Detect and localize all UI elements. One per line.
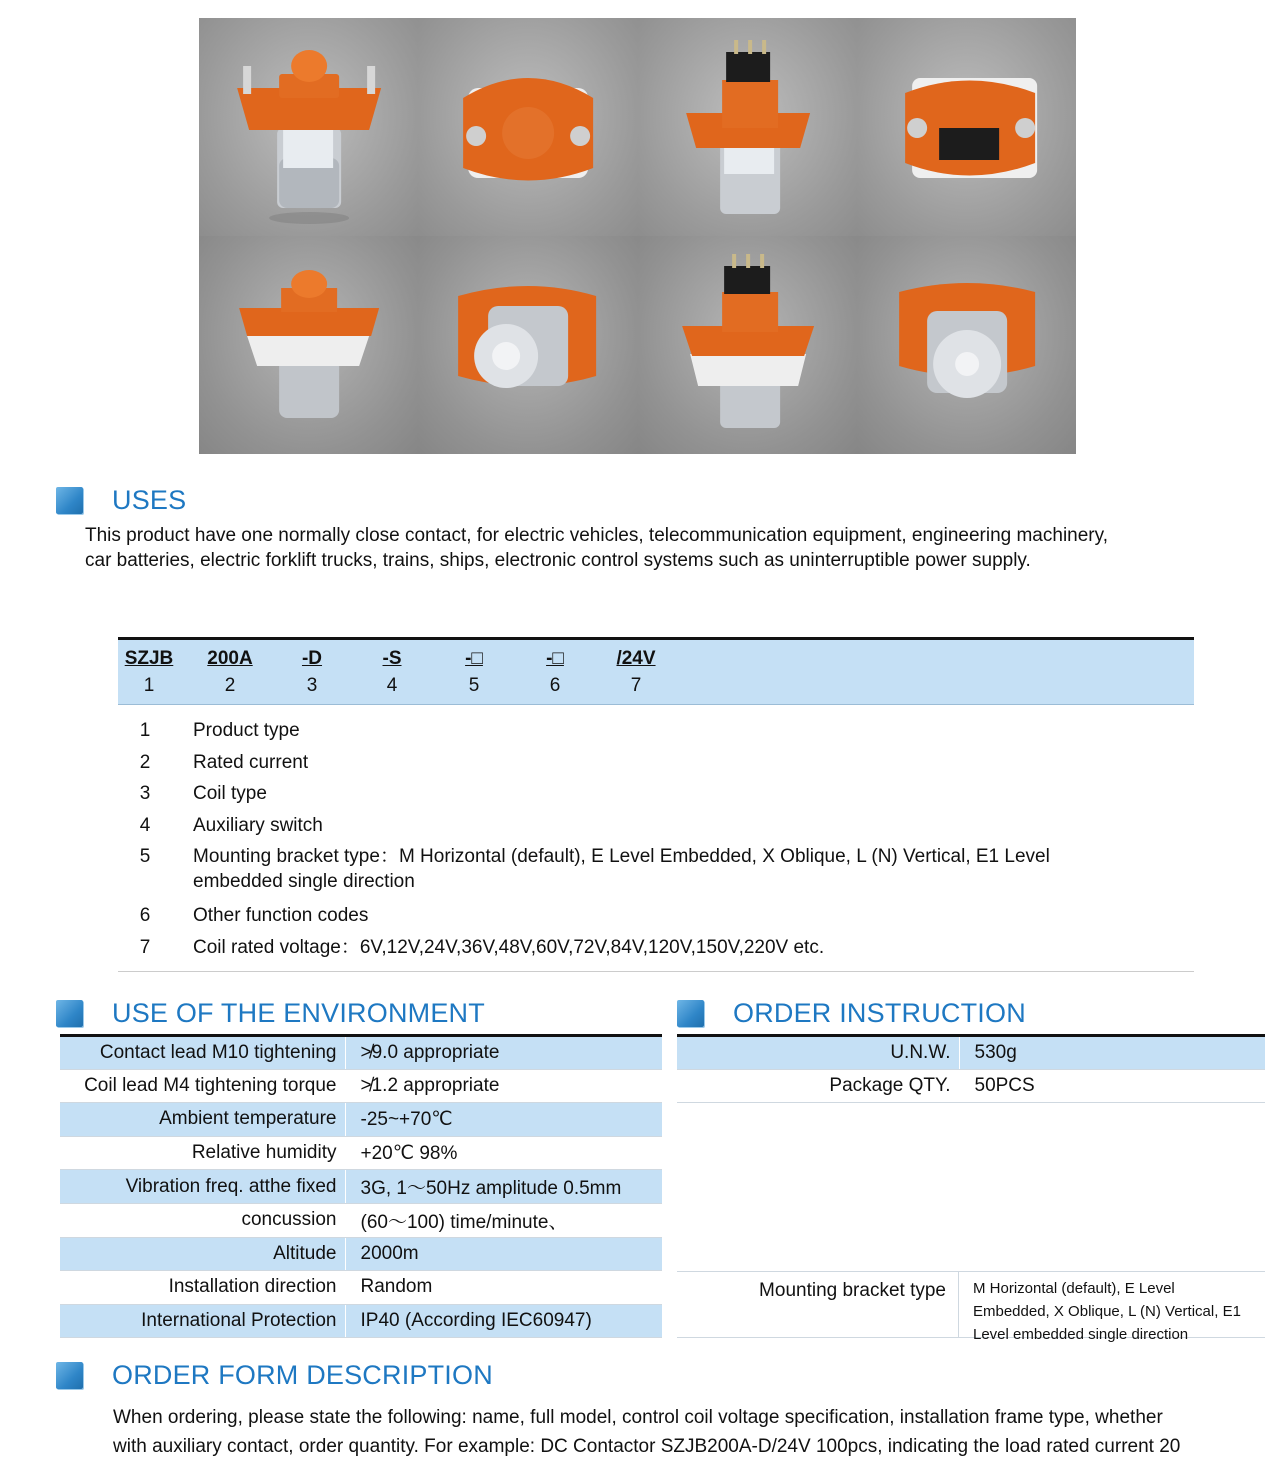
model-code: SZJB	[124, 648, 174, 669]
uses-text-line-1: This product have one normally close contact, for electric vehicles, telecommunication equipment, engineering machinery,	[85, 525, 1108, 546]
table-row	[60, 1304, 662, 1338]
model-code-number: 4	[386, 675, 398, 696]
environment-heading	[56, 998, 485, 1029]
env-label: Coil lead M4 tightening torque	[60, 1069, 345, 1103]
legend-text: Product type	[193, 720, 300, 741]
model-code-number: 3	[306, 675, 318, 696]
model-code-bar	[118, 637, 1194, 705]
model-code: 200A	[207, 648, 253, 669]
model-code: -□	[465, 648, 483, 669]
table-row	[60, 1036, 662, 1070]
legend-number: 2	[139, 751, 151, 773]
env-value: -25~+70℃	[345, 1103, 662, 1137]
legend-row	[118, 935, 1194, 960]
legend-text-line-2: embedded single direction	[193, 871, 415, 893]
model-code: -□	[546, 648, 564, 669]
model-code-item	[362, 648, 422, 697]
env-value: IP40 (According IEC60947)	[345, 1304, 662, 1338]
model-code-number: 1	[143, 675, 155, 696]
table-row	[60, 1203, 662, 1237]
environment-table	[60, 1034, 662, 1338]
contactor-photo-3	[638, 18, 857, 236]
env-label: Vibration freq. atthe fixed	[60, 1170, 345, 1204]
uses-heading	[56, 485, 186, 516]
mounting-bracket-value-line-2: Embedded, X Oblique, L (N) Vertical, E1	[973, 1303, 1241, 1320]
legend-text-line-1: Mounting bracket type：M Horizontal (default), E Level Embedded, X Oblique, L (N) Vertical, E1 Level	[193, 846, 1050, 868]
legend-row	[118, 813, 1194, 838]
section-square-icon	[677, 1000, 704, 1027]
model-code-item	[200, 648, 260, 697]
order-heading	[677, 998, 1026, 1029]
contactor-photo-6	[418, 236, 637, 454]
contactor-photo-2	[418, 18, 637, 236]
mounting-bracket-row	[677, 1271, 1265, 1343]
table-row	[60, 1069, 662, 1103]
contactor-photo-7	[638, 236, 857, 454]
env-value: ≯1.2 appropriate	[345, 1069, 662, 1103]
env-value: Random	[345, 1271, 662, 1305]
order-title: ORDER INSTRUCTION	[733, 998, 1026, 1028]
model-code-item	[119, 648, 179, 697]
contactor-photo-5	[199, 236, 418, 454]
order-form-text-line-1: When ordering, please state the following: name, full model, control coil voltage specification, installation frame type, whether	[113, 1407, 1163, 1428]
model-code: -D	[301, 648, 323, 669]
order-table	[677, 1034, 1265, 1103]
product-photo-grid	[199, 18, 1076, 454]
environment-title: USE OF THE ENVIRONMENT	[112, 998, 485, 1028]
env-value: 3G, 1～50Hz amplitude 0.5mm	[345, 1170, 662, 1204]
table-row	[60, 1237, 662, 1271]
order-value: 50PCS	[959, 1069, 1265, 1103]
env-value: +20℃ 98%	[345, 1136, 662, 1170]
legend-number: 1	[139, 720, 151, 741]
model-code-item	[525, 648, 585, 697]
table-row	[677, 1069, 1265, 1103]
env-value: 2000m	[345, 1237, 662, 1271]
mounting-bracket-label: Mounting bracket type	[677, 1272, 959, 1337]
table-row	[60, 1170, 662, 1204]
env-label: International Protection	[60, 1304, 345, 1338]
legend-text: Auxiliary switch	[193, 814, 323, 836]
legend-text: Other function codes	[193, 905, 369, 927]
model-code-number: 5	[468, 675, 480, 696]
model-code: /24V	[616, 648, 656, 669]
contactor-photo-4	[857, 18, 1076, 236]
env-label: Ambient temperature	[60, 1103, 345, 1137]
legend-text: Rated current	[193, 751, 309, 773]
mounting-bracket-value	[959, 1272, 1265, 1343]
legend-text: Coil type	[193, 783, 267, 805]
model-code: -S	[382, 648, 402, 669]
contactor-photo-8	[857, 236, 1076, 454]
section-square-icon	[56, 1000, 83, 1027]
order-value: 530g	[959, 1036, 1265, 1070]
legend-row	[118, 903, 1194, 928]
model-code-item	[606, 648, 666, 697]
table-row	[677, 1036, 1265, 1070]
legend-text: Coil rated voltage：6V,12V,24V,36V,48V,60V,72V,84V,120V,150V,220V etc.	[193, 936, 825, 958]
model-code-number: 7	[630, 675, 642, 696]
uses-title: USES	[112, 485, 187, 515]
legend-number: 3	[139, 783, 151, 805]
model-code-number: 2	[224, 675, 236, 696]
env-value: (60～100) time/minute、	[345, 1203, 662, 1237]
env-value: ≯9.0 appropriate	[345, 1036, 662, 1070]
table-row	[60, 1271, 662, 1305]
order-form-text	[113, 1403, 1273, 1461]
contactor-photo-1	[199, 18, 418, 236]
legend-number: 5	[139, 846, 151, 868]
legend-number: 6	[139, 905, 151, 927]
model-code-number: 6	[549, 675, 561, 696]
order-form-text-line-2: with auxiliary contact, order quantity. For example: DC Contactor SZJB200A-D/24V 100pcs, indicating the load rated current 20	[113, 1436, 1181, 1457]
mounting-bracket-value-line-3: Level embedded single direction	[973, 1326, 1189, 1343]
legend-row	[118, 844, 1194, 894]
env-label: Contact lead M10 tightening	[60, 1036, 345, 1070]
model-code-item	[282, 648, 342, 697]
legend-row	[118, 718, 1194, 743]
order-form-title: ORDER FORM DESCRIPTION	[112, 1360, 493, 1390]
model-code-item	[444, 648, 504, 697]
uses-text-line-2: car batteries, electric forklift trucks, trains, ships, electronic control systems such as uninterruptible power supply.	[85, 550, 1031, 571]
order-form-heading	[56, 1360, 493, 1391]
env-label: Relative humidity	[60, 1136, 345, 1170]
env-label: Installation direction	[60, 1271, 345, 1305]
table-row	[60, 1103, 662, 1137]
model-code-legend	[118, 718, 1194, 972]
env-label: Altitude	[60, 1237, 345, 1271]
legend-row	[118, 750, 1194, 775]
legend-text	[193, 844, 1194, 894]
section-square-icon	[56, 1362, 83, 1389]
legend-row	[118, 781, 1194, 806]
legend-number: 7	[139, 936, 151, 958]
section-square-icon	[56, 487, 83, 514]
mounting-bracket-value-line-1: M Horizontal (default), E Level	[973, 1280, 1175, 1297]
uses-text	[85, 523, 1235, 573]
order-label: Package QTY.	[677, 1069, 959, 1103]
env-label: concussion	[60, 1203, 345, 1237]
table-row	[60, 1136, 662, 1170]
legend-number: 4	[139, 814, 151, 836]
order-label: U.N.W.	[677, 1036, 959, 1070]
